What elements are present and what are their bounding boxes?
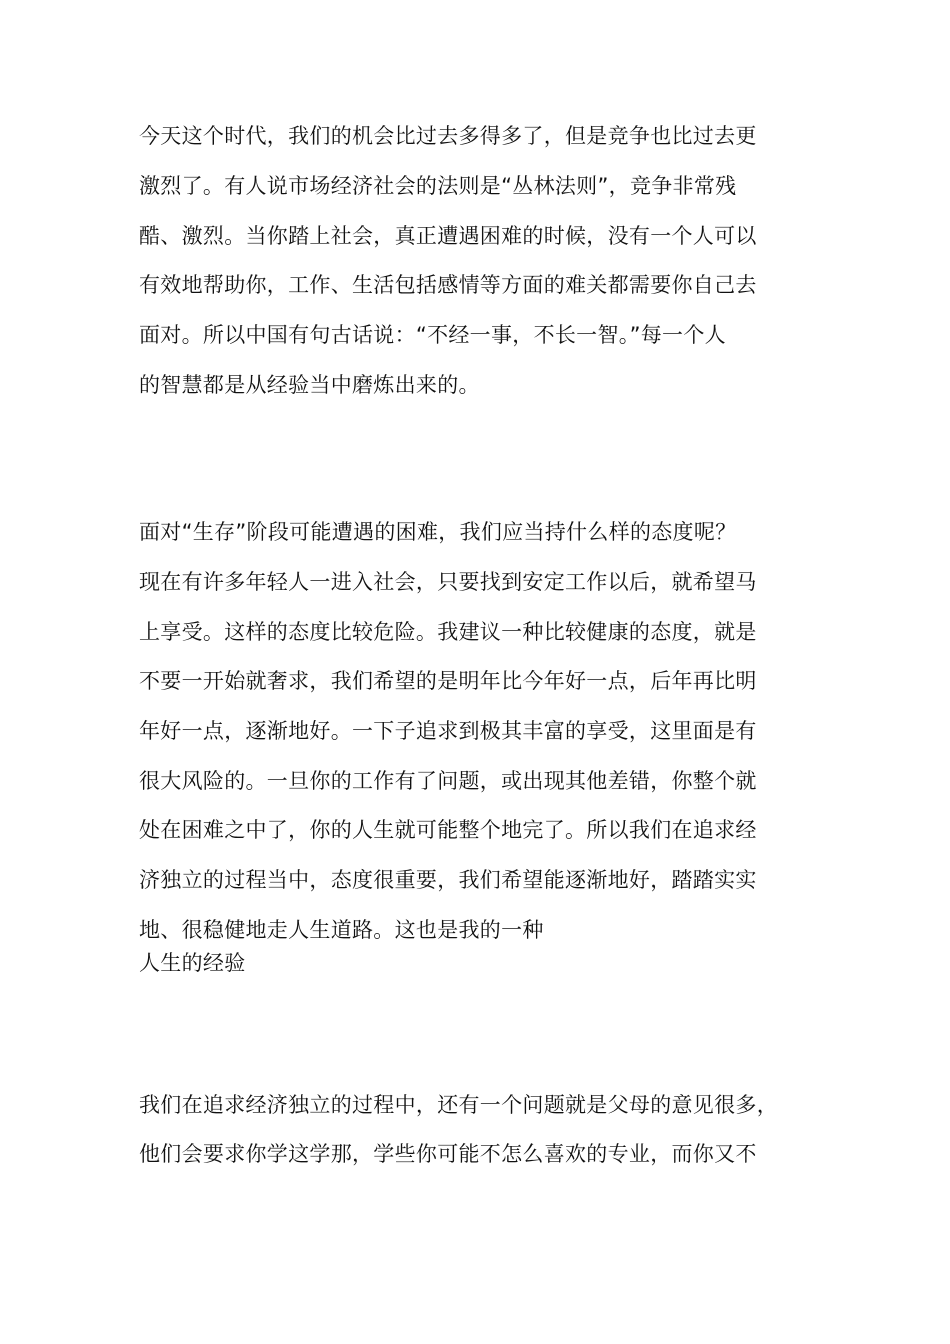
- text-line: 年好一点，逐渐地好。一下子追求到极其丰富的享受，这里面是有: [139, 719, 757, 743]
- text-line: 酷、激烈。当你踏上社会，真正遭遇困难的时候，没有一个人可以: [139, 224, 757, 248]
- text-line: 很大风险的。一旦你的工作有了问题，或出现其他差错，你整个就: [139, 769, 757, 793]
- text-line: 今天这个时代，我们的机会比过去多得多了，但是竞争也比过去更: [139, 124, 757, 148]
- text-line: 处在困难之中了，你的人生就可能整个地完了。所以我们在追求经: [139, 818, 757, 842]
- text-line: 不要一开始就奢求，我们希望的是明年比今年好一点，后年再比明: [139, 669, 757, 693]
- text-line: 他们会要求你学这学那，学些你可能不怎么喜欢的专业，而你又不: [139, 1142, 757, 1166]
- text-line: 的智慧都是从经验当中磨炼出来的。: [139, 373, 480, 397]
- text-line: 人生的经验: [139, 951, 246, 975]
- text-line: 上享受。这样的态度比较危险。我建议一种比较健康的态度，就是: [139, 620, 757, 644]
- text-line: 济独立的过程当中，态度很重要，我们希望能逐渐地好，踏踏实实: [139, 868, 757, 892]
- text-line: 地、很稳健地走人生道路。这也是我的一种: [139, 918, 544, 942]
- text-line: 面对“生存”阶段可能遭遇的困难，我们应当持什么样的态度呢？: [139, 520, 737, 544]
- text-line: 激烈了。有人说市场经济社会的法则是“丛林法则”，竞争非常残: [139, 174, 737, 198]
- text-line: 我们在追求经济独立的过程中，还有一个问题就是父母的意见很多，: [139, 1093, 778, 1117]
- text-line: 面对。所以中国有句古话说：“不经一事，不长一智。”每一个人: [139, 323, 726, 347]
- text-line: 有效地帮助你，工作、生活包括感情等方面的难关都需要你自己去: [139, 273, 757, 297]
- text-line: 现在有许多年轻人一进入社会，只要找到安定工作以后，就希望马: [139, 570, 757, 594]
